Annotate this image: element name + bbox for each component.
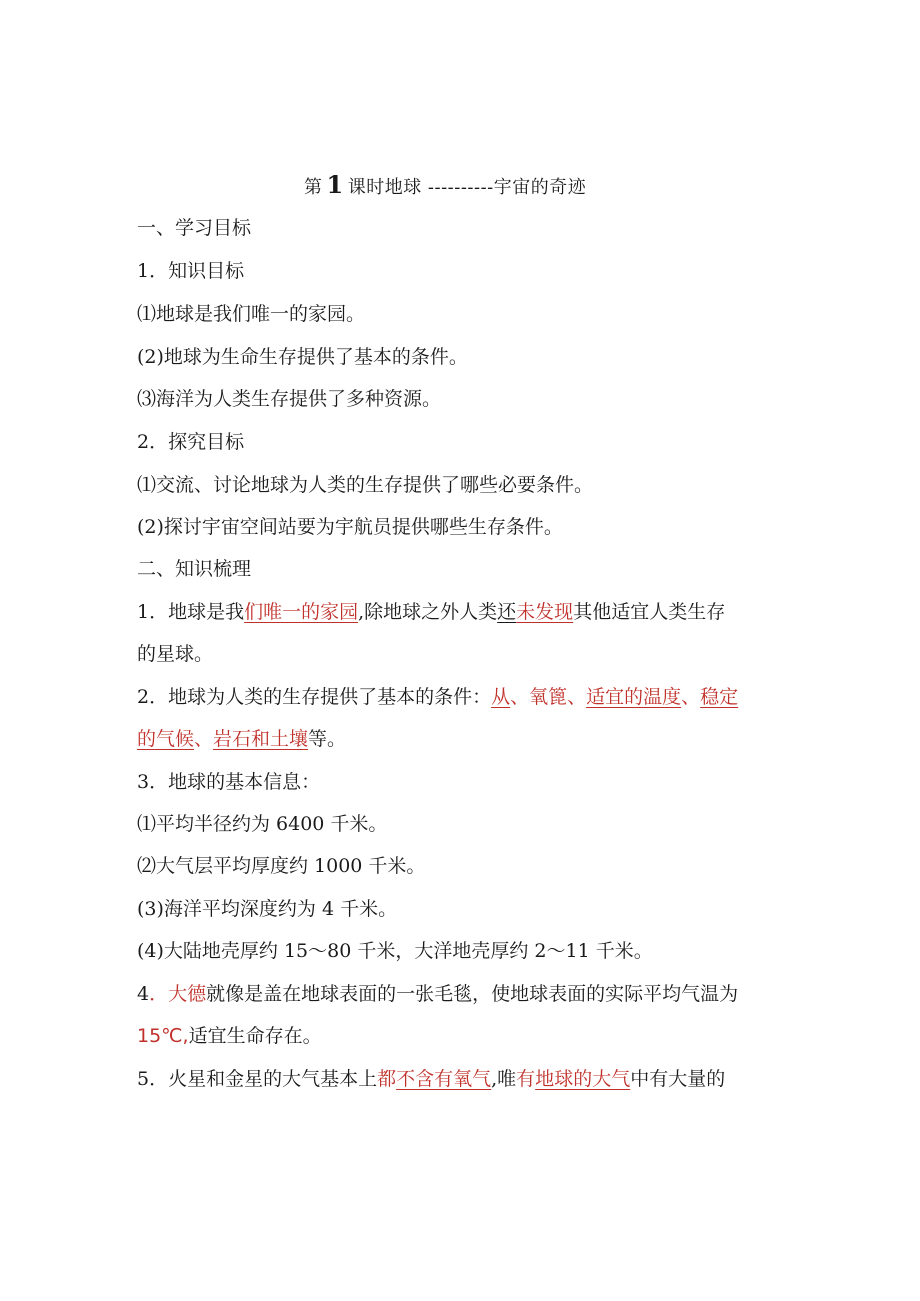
page-title	[304, 170, 586, 199]
point-1-d: 还	[497, 601, 517, 623]
point-5-a: 5．火星和金星的大气基本上	[137, 1068, 378, 1090]
point-5-e: 有	[516, 1068, 536, 1090]
knowledge-goal-1: ⑴地球是我们唯一的家园。	[137, 303, 366, 325]
point-5-g: 中有大量的	[630, 1068, 726, 1090]
knowledge-goal-3: ⑶海洋为人类生存提供了多种资源。	[137, 388, 442, 410]
section1-heading: 一、学习目标	[137, 217, 252, 239]
point-1-answer-notfound: 未发现	[516, 601, 574, 623]
point-4-c: 就像是盖在地球表面的一张毛毯，使地球表面的实际平均气温为	[206, 983, 739, 1005]
knowledge-goal-2: (2)地球为生命生存提供了基本的条件。	[137, 346, 468, 368]
point-4-number: 4	[137, 983, 150, 1005]
point-2-answer-stable: 稳定	[700, 686, 739, 708]
point-2-end: 等。	[308, 728, 347, 750]
point-5-b: 都	[377, 1068, 397, 1090]
point-2-answer-temperature: 适宜的温度	[586, 686, 682, 708]
section2-heading: 二、知识梳理	[137, 558, 252, 580]
point-2-answer-climate: 的气候	[137, 728, 195, 750]
point-1-f: 其他适宜人类生存	[573, 601, 726, 623]
point-5-answer-no-oxygen: 不含有氧气	[396, 1068, 492, 1090]
point-4-answer-atmosphere: ．大德	[149, 983, 207, 1005]
earth-info-atmosphere: ⑵大气层平均厚度约 1000 千米。	[137, 855, 426, 877]
point-2-answer-oxygen: 、氧篦、	[510, 686, 587, 708]
point-1-a: 1．地球是我	[137, 601, 245, 623]
explore-goal-heading: 2．探究目标	[137, 431, 245, 453]
point-1-line-1	[137, 600, 725, 624]
point-2-a: 2．地球为人类的生存提供了基本的条件：	[137, 686, 492, 708]
point-2-answer-water: 从	[491, 686, 511, 708]
point-2-sep: 、	[681, 686, 701, 708]
knowledge-goal-heading: 1．知识目标	[137, 260, 245, 282]
explore-goal-2: (2)探讨宇宙空间站要为宇航员提供哪些生存条件。	[137, 516, 563, 538]
point-5-answer-earth-atmosphere: 地球的大气	[535, 1068, 631, 1090]
point-4-line-2	[137, 1024, 322, 1048]
title-suffix: 课时地球 ----------宇宙的奇迹	[347, 177, 587, 198]
point-1-line-2: 的星球。	[137, 643, 214, 665]
point-1-answer-home: 们唯一的家园	[244, 601, 359, 623]
point-4-line-1	[137, 982, 738, 1006]
explore-goal-1: ⑴交流、讨论地球为人类的生存提供了哪些必要条件。	[137, 474, 594, 496]
point-2-line-1	[137, 685, 738, 709]
point-2-answer-soil: 岩石和土壤	[213, 728, 309, 750]
title-number: 1	[326, 170, 344, 199]
point-1-c: ,除地球之外人类	[358, 601, 498, 623]
earth-info-crust: (4)大陆地壳厚约 15〜80 千米，大洋地壳厚约 2〜11 千米。	[137, 940, 653, 962]
title-prefix: 第	[304, 177, 323, 198]
point-4-e: 适宜生命存在。	[188, 1025, 322, 1047]
point-4-answer-temp: 15℃,	[137, 1025, 189, 1047]
point-5-d: ,唯	[491, 1068, 517, 1090]
point-3-heading: 3．地球的基本信息：	[137, 771, 321, 793]
point-2-sep-2: 、	[194, 728, 214, 750]
earth-info-radius: ⑴平均半径约为 6400 千米。	[137, 813, 388, 835]
point-5-line-1	[137, 1067, 725, 1091]
point-2-line-2	[137, 727, 346, 751]
earth-info-ocean-depth: (3)海洋平均深度约为 4 千米。	[137, 898, 398, 920]
